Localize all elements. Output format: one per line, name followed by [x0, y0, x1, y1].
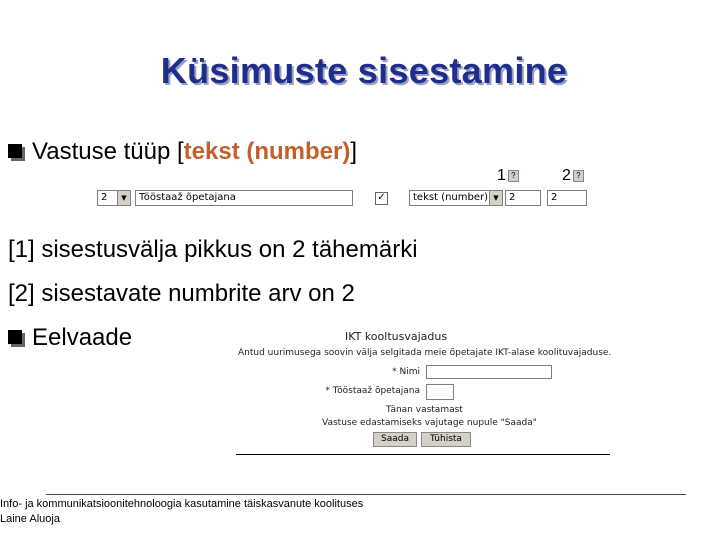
- preview-divider: [236, 454, 610, 455]
- param2-value: 2: [551, 192, 558, 203]
- question-text-value: Tööstaaž õpetajana: [139, 192, 236, 203]
- help-icon[interactable]: ?: [573, 170, 584, 182]
- param1-label: 1: [497, 167, 506, 184]
- answer-type-value: tekst (number): [413, 192, 489, 203]
- param1-value: 2: [509, 192, 516, 203]
- preview-label: Eelvaade: [32, 324, 133, 351]
- required-checkbox[interactable]: ✓: [375, 192, 388, 205]
- answer-type-highlight: tekst (number): [183, 138, 351, 165]
- param1-input[interactable]: [505, 190, 541, 206]
- submit-button[interactable]: Saada: [373, 432, 417, 447]
- name-field-label: * Nimi: [392, 367, 420, 377]
- bullet-suffix: ]: [350, 138, 358, 165]
- bullet-text: Vastuse tüüp [: [32, 138, 184, 165]
- note-field-length: [1] sisestusvälja pikkus on 2 tähemärki: [8, 236, 418, 263]
- order-select[interactable]: [97, 190, 131, 206]
- chevron-down-icon: ▼: [117, 191, 130, 205]
- order-value: 2: [101, 192, 108, 203]
- param2-label: 2: [562, 167, 571, 184]
- square-bullet-icon: [8, 330, 22, 344]
- experience-field-label: * Tööstaaž õpetajana: [325, 386, 420, 396]
- answer-type-select[interactable]: [409, 190, 503, 206]
- footer-author: Laine Aluoja: [0, 513, 60, 525]
- submit-instruction: Vastuse edastamiseks vajutage nupule "Saada": [322, 418, 537, 428]
- param1-header: [497, 168, 519, 184]
- square-bullet-icon: [8, 144, 22, 158]
- experience-input[interactable]: [426, 384, 454, 400]
- bullet-answer-type: [8, 138, 357, 166]
- footer-course: Info- ja kommunikatsioonitehnoloogia kasutamine täiskasvanute koolituses: [0, 498, 364, 510]
- note-digit-count: [2] sisestavate numbrite arv on 2: [8, 280, 355, 307]
- chevron-down-icon: ▼: [489, 191, 502, 205]
- question-editor-row: [95, 186, 590, 212]
- bullet-preview: [8, 324, 132, 352]
- reset-button[interactable]: Tühista: [421, 432, 471, 447]
- help-icon[interactable]: ?: [508, 170, 519, 182]
- param2-input[interactable]: [547, 190, 587, 206]
- footer-divider: [46, 494, 686, 495]
- question-text-input[interactable]: [135, 190, 353, 206]
- preview-heading: IKT kooltusvajadus: [345, 330, 448, 343]
- thanks-text: Tänan vastamast: [386, 405, 463, 415]
- slide-title: Küsimuste sisestamine: [160, 50, 568, 91]
- name-input[interactable]: [426, 365, 552, 379]
- preview-intro: Antud uurimusega soovin välja selgitada meie õpetajate IKT-alase koolituvajaduse.: [238, 348, 612, 358]
- param2-header: [562, 168, 584, 184]
